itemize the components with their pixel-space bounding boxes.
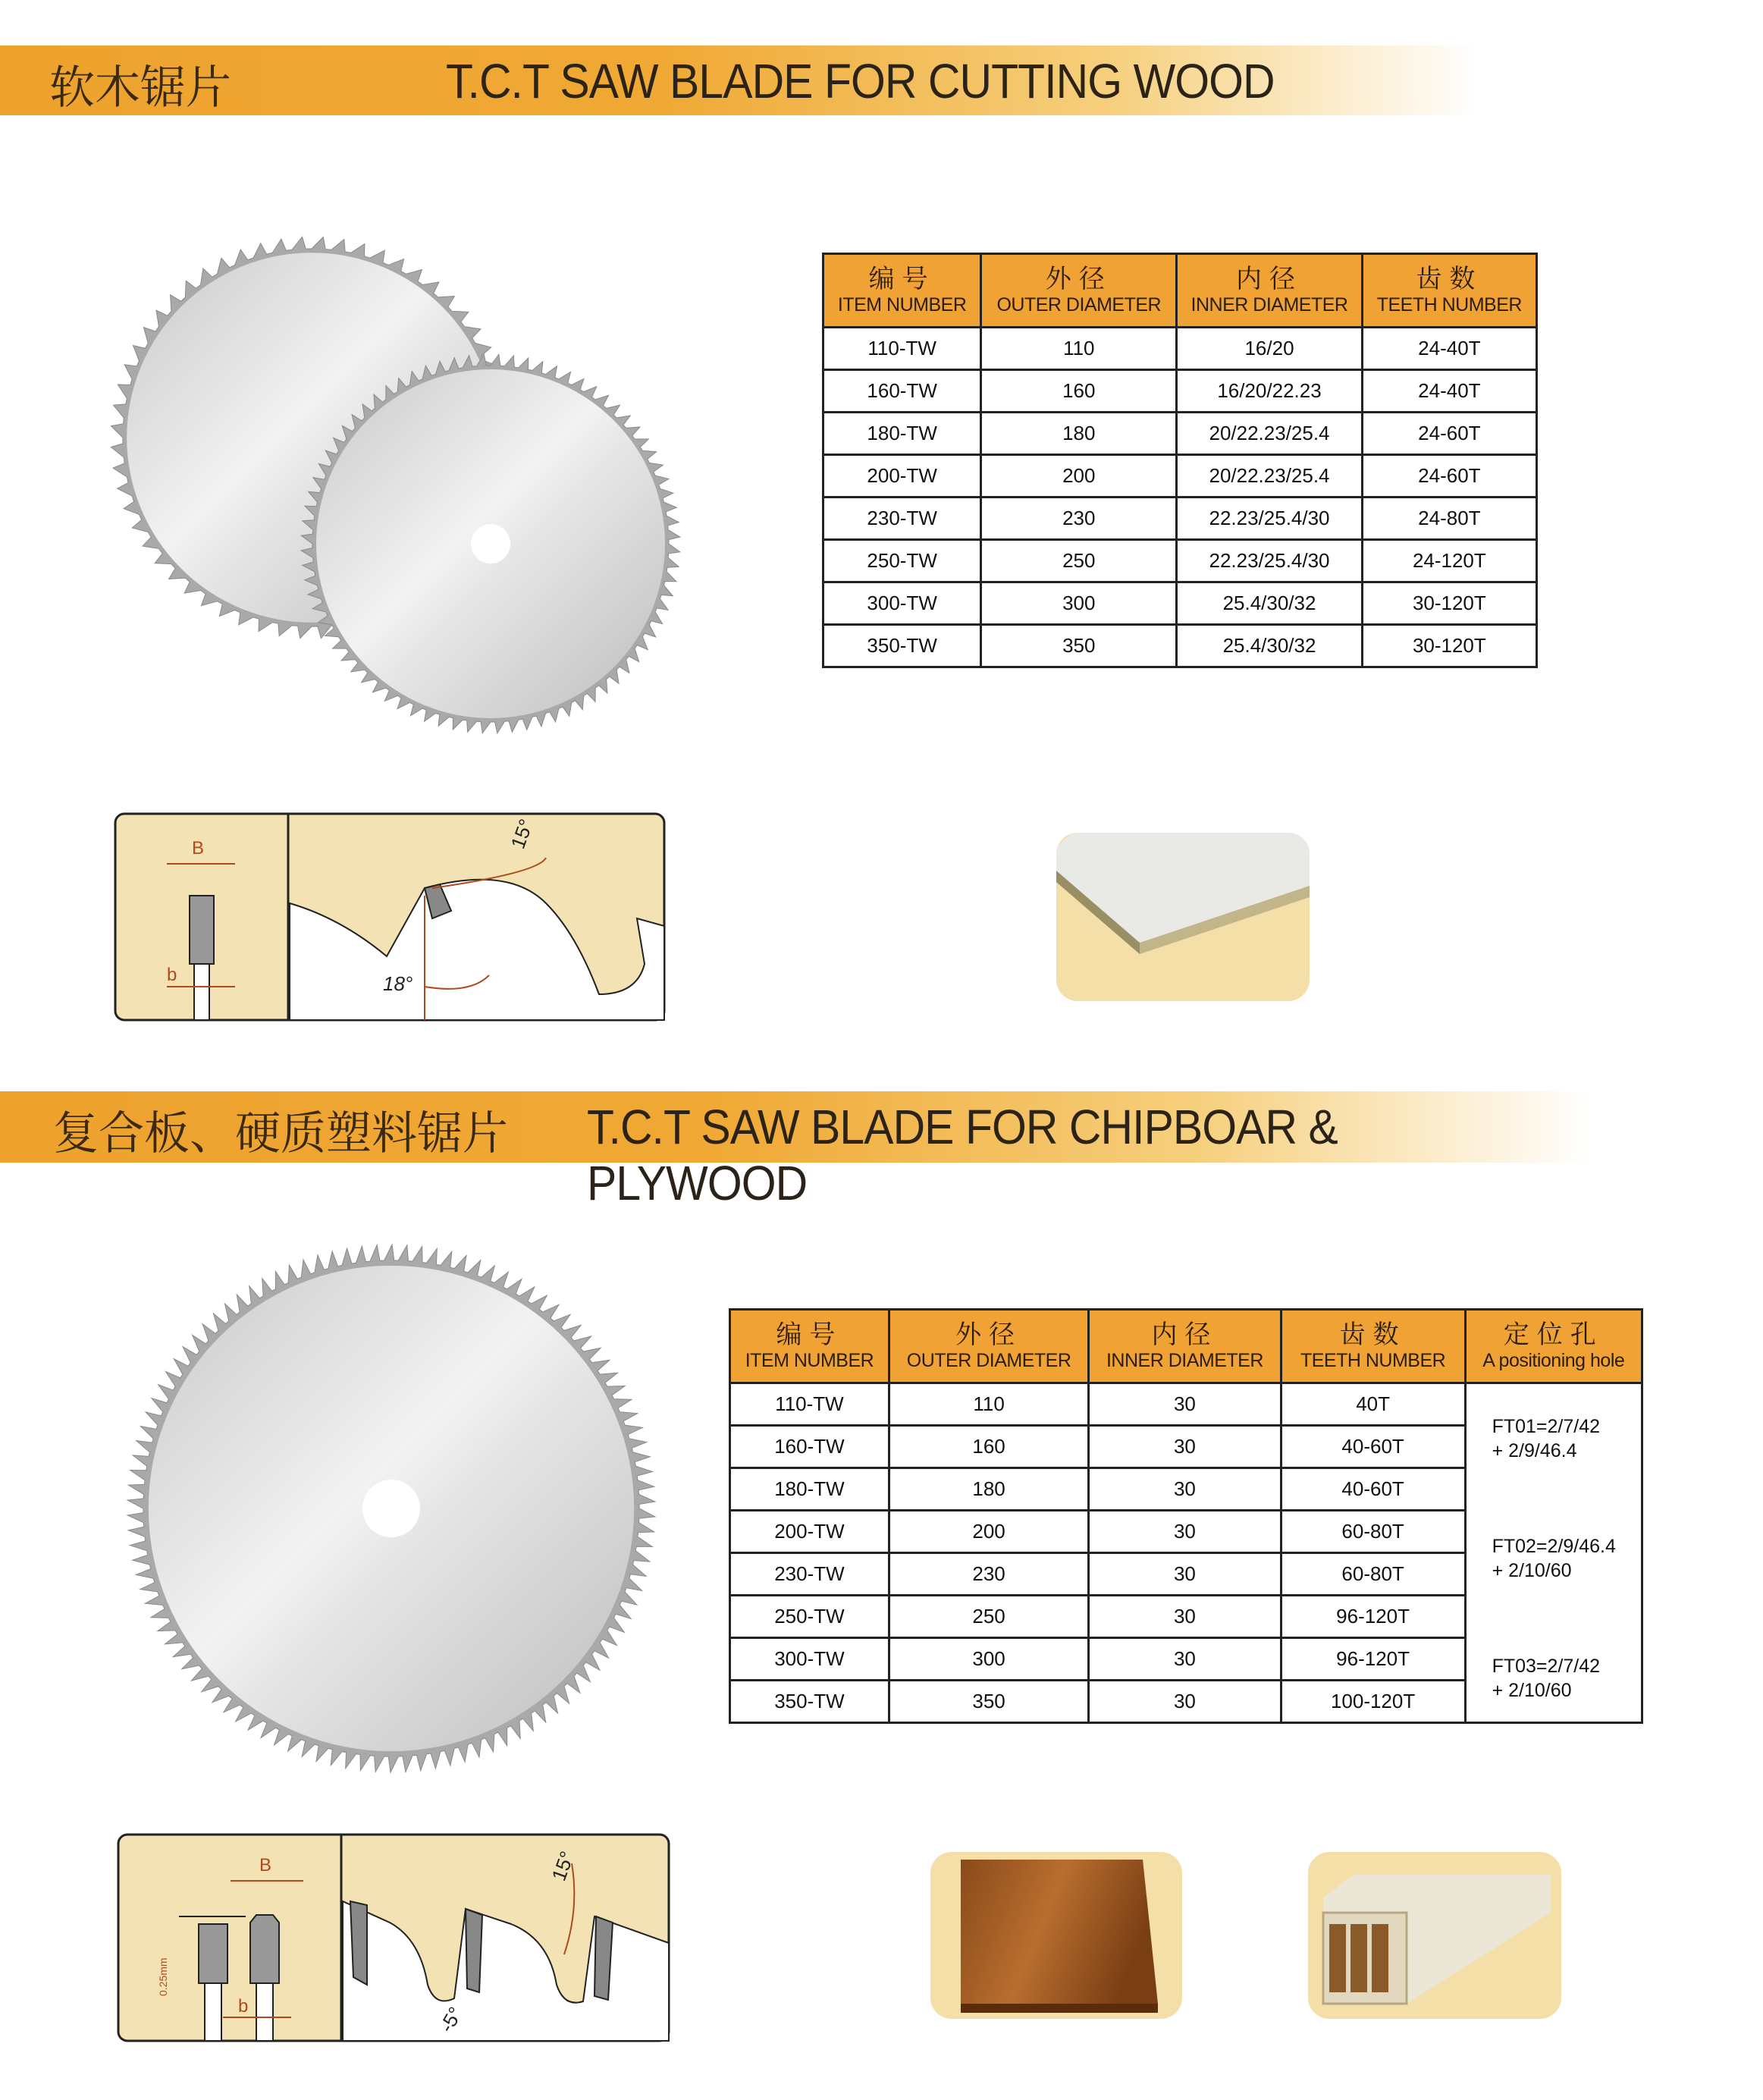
column-header xyxy=(730,1310,889,1383)
column-header-en: OUTER DIAMETER xyxy=(906,1350,1071,1372)
section2-banner xyxy=(0,1091,1592,1210)
angle-label-top: 15° xyxy=(547,1847,579,1885)
table-cell: 180 xyxy=(981,413,1177,455)
table-cell: 300-TW xyxy=(823,582,981,625)
table-cell: 200 xyxy=(981,455,1177,498)
table-cell: 22.23/25.4/30 xyxy=(1177,540,1362,582)
table-cell: 30 xyxy=(1089,1681,1281,1723)
table-cell: 230 xyxy=(889,1553,1088,1596)
dim-label-B: B xyxy=(259,1855,272,1876)
column-header-cn: 齿数 xyxy=(1339,1320,1407,1351)
hole-spec-line: FT03=2/7/42 xyxy=(1492,1656,1601,1677)
table-cell: 230-TW xyxy=(823,498,981,540)
table-cell: 230 xyxy=(981,498,1177,540)
table-cell: 30 xyxy=(1089,1638,1281,1681)
table-row xyxy=(823,625,1537,667)
section2-title-en: T.C.T SAW BLADE FOR CHIPBOAR & PLYWOOD xyxy=(587,1100,1338,1210)
table-cell: 96-120T xyxy=(1281,1596,1465,1638)
table-cell: 40T xyxy=(1281,1383,1465,1426)
dim-label-gap: 0.25mm xyxy=(157,1957,169,1996)
table-cell: 160-TW xyxy=(730,1426,889,1468)
board-material-image xyxy=(1056,833,1310,1001)
table-cell: 200 xyxy=(889,1511,1088,1553)
angle-label-top: 15° xyxy=(506,815,538,852)
table-cell: 110 xyxy=(981,328,1177,370)
section1-title-en: T.C.T SAW BLADE FOR CUTTING WOOD xyxy=(446,54,1275,108)
table-cell: 350-TW xyxy=(823,625,981,667)
table-cell: 25.4/30/32 xyxy=(1177,625,1362,667)
table-cell: 30-120T xyxy=(1362,582,1536,625)
table-cell: 24-60T xyxy=(1362,455,1536,498)
column-header-cn: 内径 xyxy=(1151,1320,1219,1351)
table-cell: 24-60T xyxy=(1362,413,1536,455)
table-cell: 200-TW xyxy=(823,455,981,498)
column-header-en: OUTER DIAMETER xyxy=(996,294,1162,316)
table-cell: 350-TW xyxy=(730,1681,889,1723)
table-row xyxy=(823,498,1537,540)
column-header xyxy=(889,1310,1088,1383)
table-cell: 300-TW xyxy=(730,1638,889,1681)
table-row xyxy=(823,370,1537,413)
table-cell: 24-40T xyxy=(1362,328,1536,370)
table-cell: 24-80T xyxy=(1362,498,1536,540)
saw-blade-image xyxy=(121,1236,667,1782)
section2-tooth-diagram xyxy=(117,1833,672,2045)
column-header-en: ITEM NUMBER xyxy=(837,294,967,316)
angle-label-bottom: 18° xyxy=(383,972,413,995)
section1-tooth-diagram xyxy=(114,812,667,1025)
section1-spec-table xyxy=(822,253,1538,668)
table-cell: 110-TW xyxy=(730,1383,889,1426)
table-cell: 16/20 xyxy=(1177,328,1362,370)
table-cell: 30 xyxy=(1089,1426,1281,1468)
table-cell: 24-40T xyxy=(1362,370,1536,413)
dim-label-b: b xyxy=(167,965,177,985)
table-cell: 20/22.23/25.4 xyxy=(1177,455,1362,498)
table-row xyxy=(823,540,1537,582)
column-header-cn: 外径 xyxy=(955,1320,1023,1351)
angle-label-bottom: -5° xyxy=(434,2002,467,2036)
table-cell: 16/20/22.23 xyxy=(1177,370,1362,413)
table-cell: 30 xyxy=(1089,1553,1281,1596)
plastic-profile-image xyxy=(1308,1852,1561,2019)
table-cell: 30 xyxy=(1089,1596,1281,1638)
saw-blades-image xyxy=(99,212,690,758)
wood-flooring-image xyxy=(930,1852,1182,2019)
table-cell: 30 xyxy=(1089,1383,1281,1426)
positioning-hole-spec xyxy=(1492,1534,1616,1583)
table-cell: 300 xyxy=(889,1638,1088,1681)
table-cell: 40-60T xyxy=(1281,1468,1465,1511)
table-cell: 110-TW xyxy=(823,328,981,370)
column-header xyxy=(1089,1310,1281,1383)
column-header-en: INNER DIAMETER xyxy=(1190,294,1348,316)
table-cell: 40-60T xyxy=(1281,1426,1465,1468)
table-cell: 160-TW xyxy=(823,370,981,413)
positioning-hole-spec xyxy=(1492,1654,1600,1703)
table-row xyxy=(730,1383,1642,1426)
hole-spec-line: + 2/10/60 xyxy=(1492,1680,1572,1701)
hole-spec-line: FT02=2/9/46.4 xyxy=(1492,1536,1616,1557)
hole-spec-line: + 2/9/46.4 xyxy=(1492,1440,1577,1461)
arbor-hole xyxy=(471,524,510,563)
table-cell: 160 xyxy=(889,1426,1088,1468)
column-header-cn: 外径 xyxy=(1045,264,1112,295)
table-cell: 110 xyxy=(889,1383,1088,1426)
table-cell: 60-80T xyxy=(1281,1553,1465,1596)
column-header-en: INNER DIAMETER xyxy=(1106,1350,1263,1372)
table-cell: 30 xyxy=(1089,1511,1281,1553)
section1-title-cn: 软木锯片 xyxy=(49,61,231,115)
table-cell: 100-120T xyxy=(1281,1681,1465,1723)
column-header-en: TEETH NUMBER xyxy=(1300,1350,1446,1372)
table-cell: 200-TW xyxy=(730,1511,889,1553)
positioning-hole-spec xyxy=(1492,1414,1600,1463)
column-header-en: TEETH NUMBER xyxy=(1376,294,1522,316)
column-header xyxy=(981,254,1177,328)
column-header-cn: 定位孔 xyxy=(1503,1320,1604,1351)
table-cell: 20/22.23/25.4 xyxy=(1177,413,1362,455)
column-header-en: ITEM NUMBER xyxy=(745,1350,874,1372)
dim-label-b: b xyxy=(238,1996,249,2017)
hole-spec-line: FT01=2/7/42 xyxy=(1492,1416,1601,1437)
section2-title-cn: 复合板、硬质塑料锯片 xyxy=(53,1107,508,1160)
table-cell: 25.4/30/32 xyxy=(1177,582,1362,625)
table-cell: 230-TW xyxy=(730,1553,889,1596)
column-header xyxy=(823,254,981,328)
column-header-en: A positioning hole xyxy=(1482,1350,1625,1372)
column-header xyxy=(1281,1310,1465,1383)
table-cell: 300 xyxy=(981,582,1177,625)
table-cell: 24-120T xyxy=(1362,540,1536,582)
table-cell: 350 xyxy=(889,1681,1088,1723)
table-cell: 250 xyxy=(889,1596,1088,1638)
table-cell: 250-TW xyxy=(730,1596,889,1638)
table-cell: 96-120T xyxy=(1281,1638,1465,1681)
column-header xyxy=(1177,254,1362,328)
dim-label-B: B xyxy=(192,838,205,859)
table-row xyxy=(823,328,1537,370)
column-header-cn: 编号 xyxy=(868,264,936,295)
section1-banner xyxy=(0,46,1479,115)
section2-spec-table xyxy=(729,1308,1643,1724)
column-header-cn: 编号 xyxy=(776,1320,843,1351)
table-cell: 180-TW xyxy=(730,1468,889,1511)
positioning-hole-cell xyxy=(1465,1383,1642,1723)
column-header xyxy=(1362,254,1536,328)
table-cell: 350 xyxy=(981,625,1177,667)
table-cell: 60-80T xyxy=(1281,1511,1465,1553)
table-cell: 180 xyxy=(889,1468,1088,1511)
table-cell: 250-TW xyxy=(823,540,981,582)
saw-blade xyxy=(127,1245,655,1772)
table-cell: 160 xyxy=(981,370,1177,413)
column-header-cn: 齿数 xyxy=(1416,264,1483,295)
table-cell: 180-TW xyxy=(823,413,981,455)
table-cell: 250 xyxy=(981,540,1177,582)
column-header xyxy=(1465,1310,1642,1383)
table-row xyxy=(823,455,1537,498)
table-cell: 22.23/25.4/30 xyxy=(1177,498,1362,540)
table-row xyxy=(823,413,1537,455)
table-cell: 30 xyxy=(1089,1468,1281,1511)
arbor-hole xyxy=(362,1480,420,1537)
table-cell: 30-120T xyxy=(1362,625,1536,667)
hole-spec-line: + 2/10/60 xyxy=(1492,1560,1572,1581)
column-header-cn: 内径 xyxy=(1236,264,1303,295)
table-row xyxy=(823,582,1537,625)
